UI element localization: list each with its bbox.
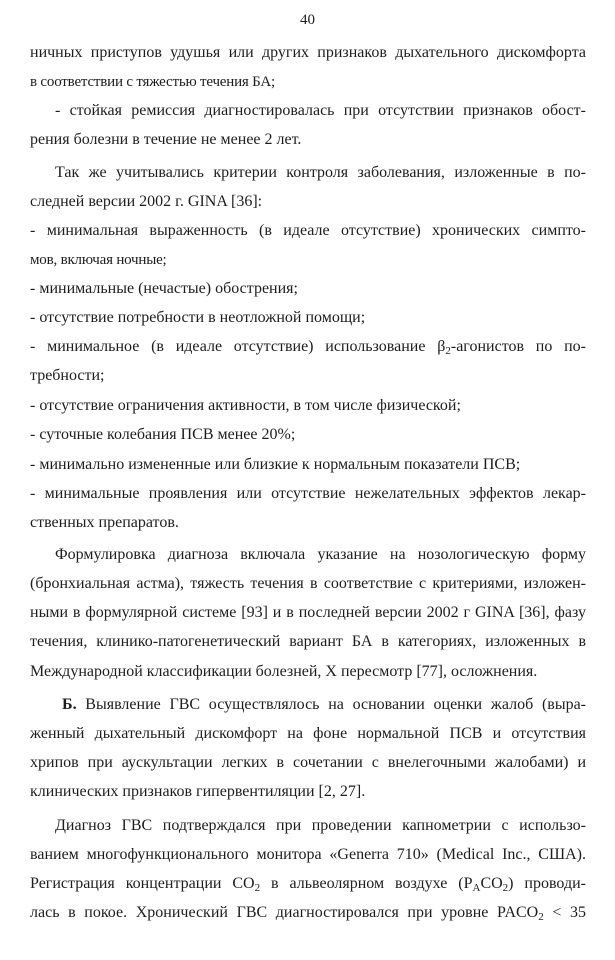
subscript: 2 — [538, 911, 544, 923]
text-line — [30, 903, 586, 923]
text-line — [30, 874, 586, 894]
text-line: Так же учитывались критерии контроля заболевания, изложенные в по- — [55, 164, 586, 181]
text-line: - минимальные (нечастые) обострения; — [30, 280, 298, 297]
text-line: ными в формулярной системе [93] и в последней версии 2002 г GINA [36], фазу — [30, 604, 586, 621]
text-line: ственных препаратов. — [30, 514, 179, 531]
text-span: ) проводи- — [508, 875, 586, 892]
text-line: - отсутствие потребности в неотложной помощи; — [30, 309, 366, 326]
subscript: 2 — [502, 882, 509, 894]
text-span: лась в покое. Хронический ГВС диагностировался при уровне PACO — [30, 904, 539, 921]
text-line: мов, включая ночные; — [30, 252, 167, 268]
text-span: в альвеолярном воздухе (P — [260, 875, 473, 892]
section-marker: Б. — [62, 696, 77, 713]
text-line: ничных приступов удушья или других признаков дыхательного дискомфорта — [30, 44, 586, 61]
text-line: (бронхиальная астма), тяжесть течения в соответствие с критериями, изложен- — [30, 575, 586, 592]
text-line: в соответствии с тяжестью течения БА; — [30, 74, 275, 90]
text-span: < 35 — [543, 904, 587, 921]
text-span: - минимальное (в идеале отсутствие) использование β — [30, 338, 446, 355]
text-line — [30, 337, 586, 357]
text-line: - стойкая ремиссия диагностировалась при отсутствии признаков обост- — [55, 102, 586, 119]
text-span: CO — [480, 875, 503, 892]
text-span: Выявление ГВС осуществлялось на основании оценки жалоб (выра- — [76, 696, 586, 713]
text-line: Диагноз ГВС подтверждался при проведении капнометрии с использо- — [55, 817, 586, 834]
text-line: женный дыхательный дискомфорт на фоне нормальной ПСВ и отсутствия — [30, 725, 586, 742]
text-line: - минимальные проявления или отсутствие нежелательных эффектов лекар- — [30, 485, 586, 502]
text-span: Регистрация концентрации CO — [30, 875, 255, 892]
text-span: -агонистов по по- — [450, 338, 587, 355]
text-line: - минимально измененные или близкие к нормальным показатели ПСВ; — [30, 456, 521, 473]
text-line: рения болезни в течение не менее 2 лет. — [30, 131, 302, 148]
page-number: 40 — [300, 12, 315, 28]
text-line: Формулировка диагноза включала указание на нозологическую форму — [55, 546, 586, 563]
text-line: - отсутствие ограничения активности, в том числе физической; — [30, 397, 461, 414]
text-line: - суточные колебания ПСВ менее 20%; — [30, 426, 296, 443]
text-line: клинических признаков гипервентиляции [2, 27]. — [30, 783, 366, 800]
subscript: A — [472, 882, 481, 894]
text-line — [62, 695, 586, 715]
text-line: течения, клинико-патогенетический вариант БА в категориях, изложенных в — [30, 633, 586, 650]
text-line: требности; — [30, 367, 105, 384]
text-line: следней версии 2002 г. GINA [36]: — [30, 193, 263, 210]
subscript: 2 — [445, 345, 451, 357]
text-line: ванием многофункционального монитора «Generra 710» (Medical Inc., США). — [30, 846, 586, 863]
text-line: Международной классификации болезней, X пересмотр [77], осложнения. — [30, 663, 538, 680]
text-line: хрипов при аускультации легких в сочетании с внелегочными жалобами) и — [30, 754, 586, 771]
subscript: 2 — [254, 882, 261, 894]
text-line: - минимальная выраженность (в идеале отсутствие) хронических симпто- — [30, 222, 586, 239]
